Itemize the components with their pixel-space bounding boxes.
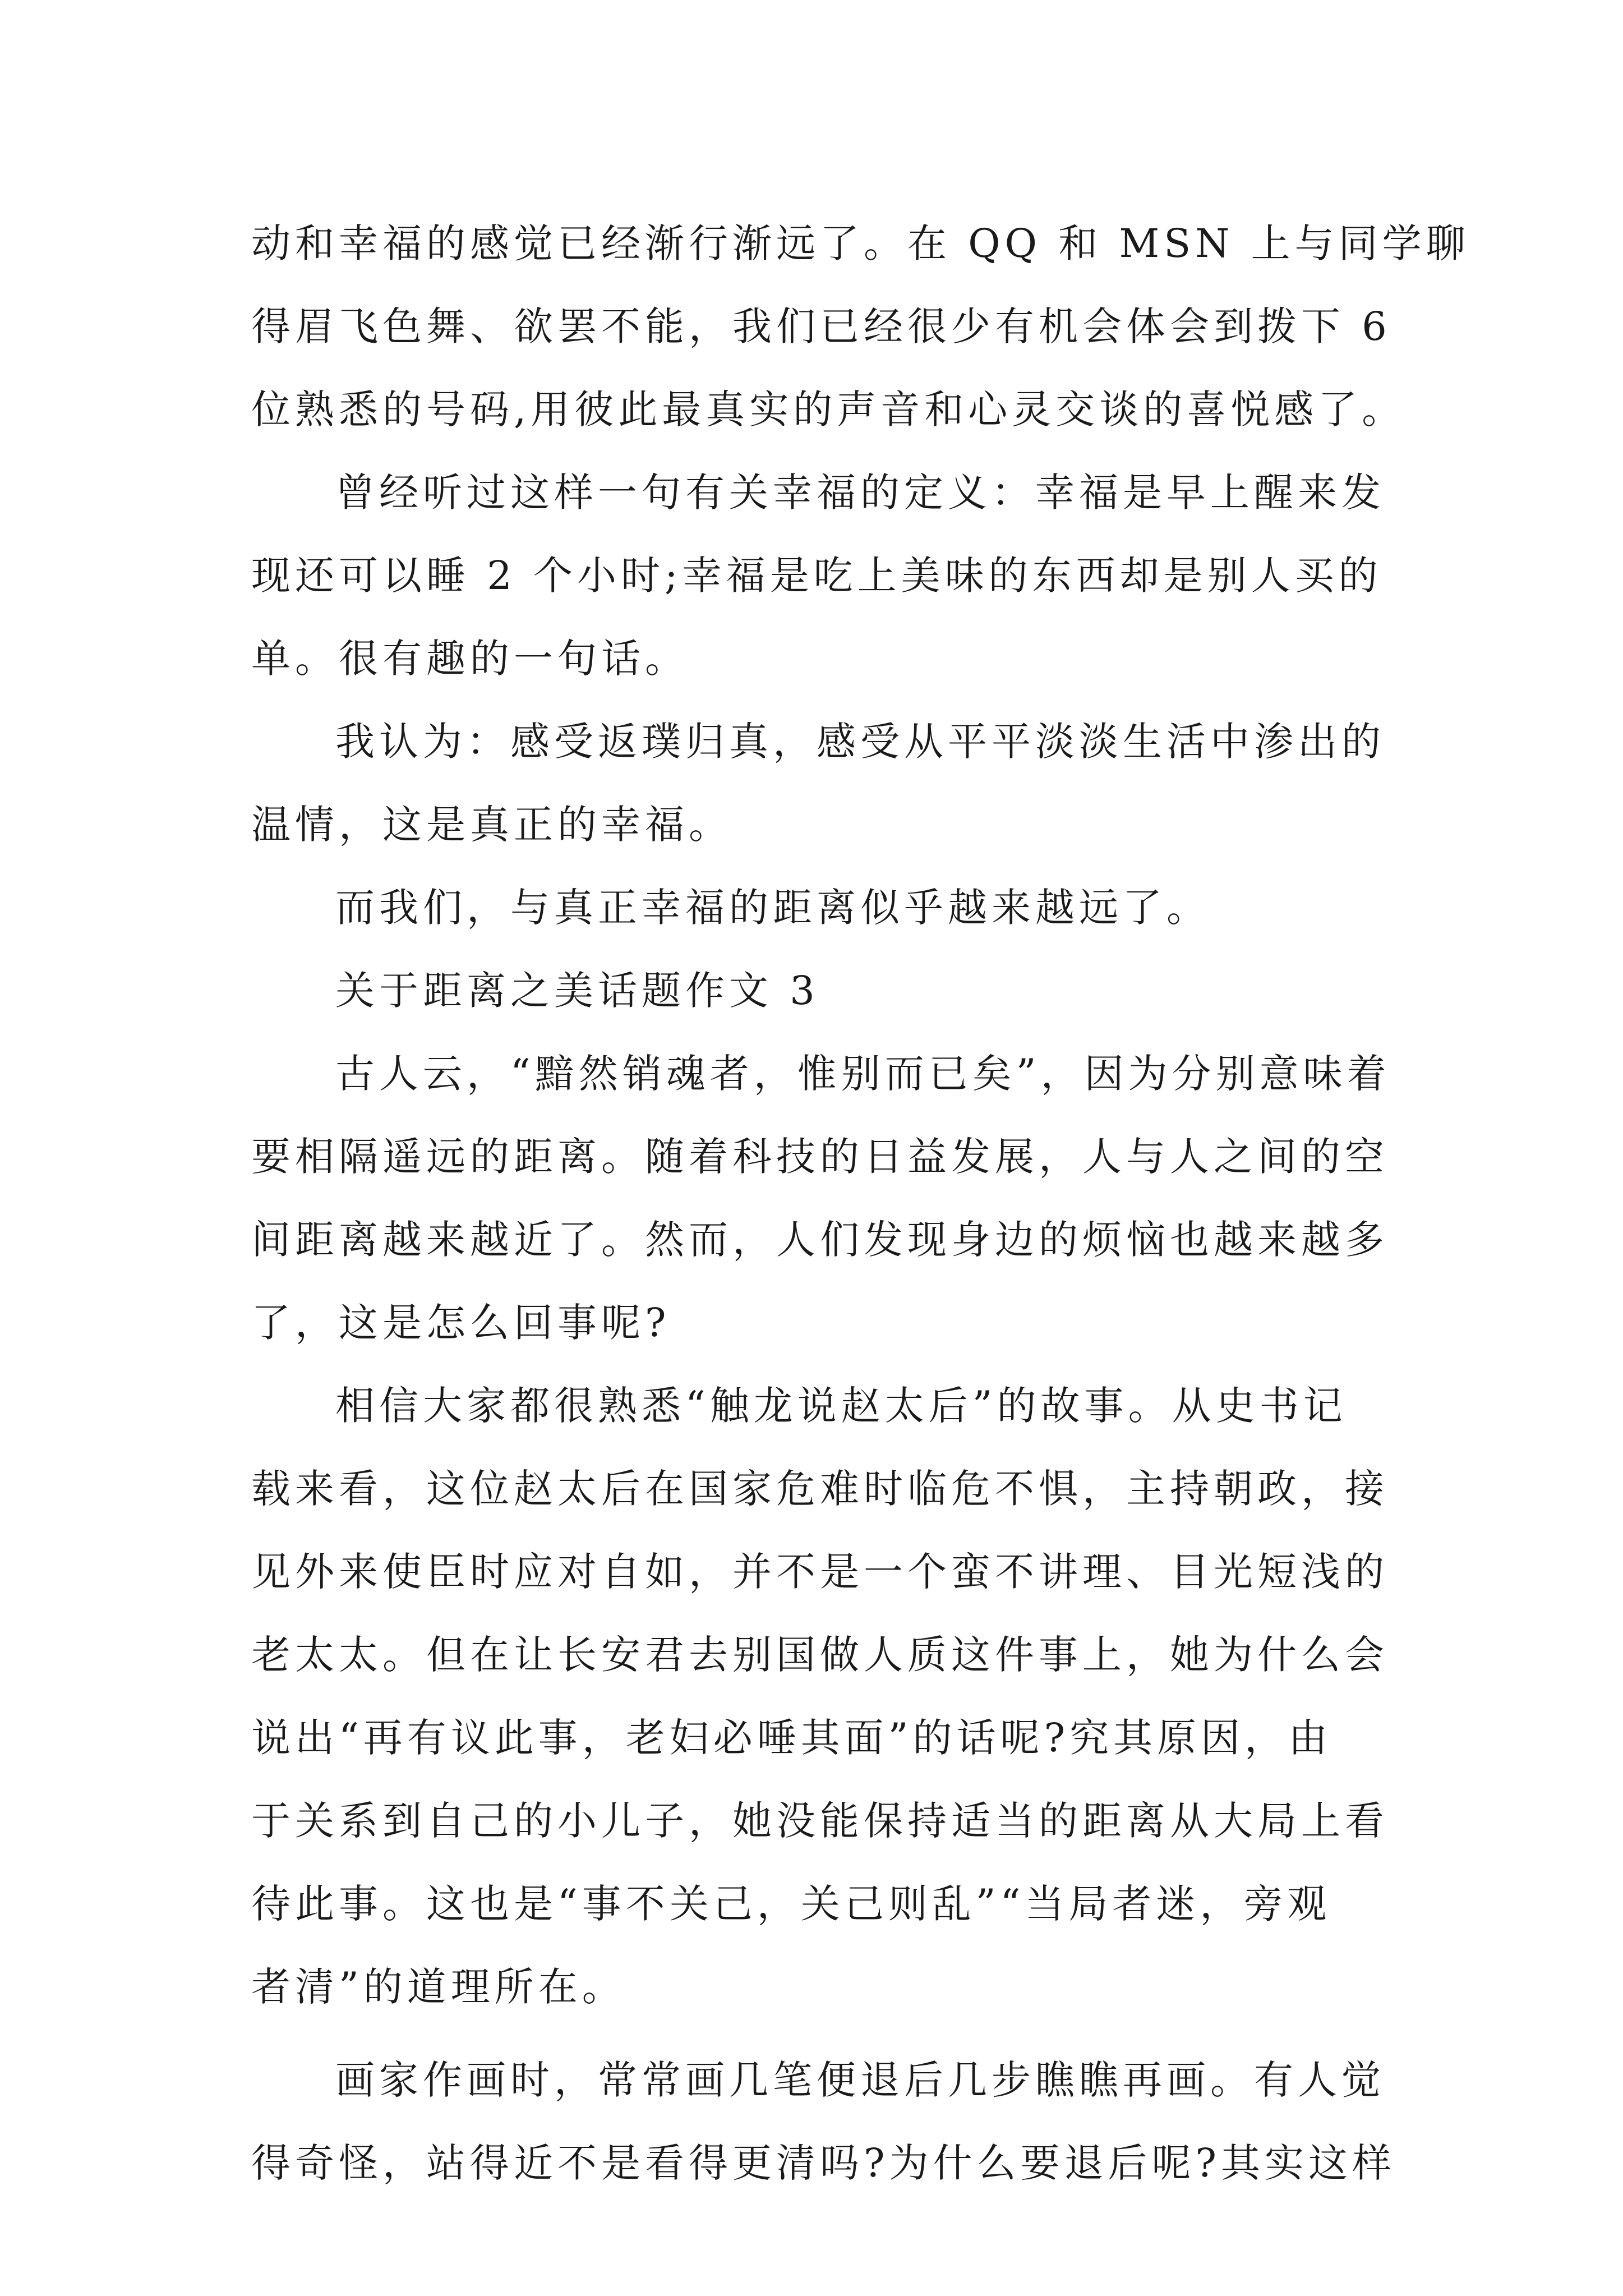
text-line: 得奇怪，站得近不是看得更清吗?为什么要退后呢?其实这样 — [251, 2140, 1396, 2186]
text-line: 得眉飞色舞、欲罢不能，我们已经很少有机会体会到拨下 6 — [251, 303, 1391, 349]
text-line: 于关系到自己的小儿子，她没能保持适当的距离从大局上看 — [251, 1798, 1389, 1844]
body-text — [251, 202, 1470, 2205]
paragraph-start-line: 而我们，与真正幸福的距离似乎越来越远了。 — [335, 885, 1210, 931]
paragraph-start-line: 曾经听过这样一句有关幸福的定义：幸福是早上醒来发 — [335, 470, 1385, 516]
text-line: 待此事。这也是“事不关己，关己则乱”“当局者迷，旁观 — [251, 1881, 1331, 1927]
text-line: 间距离越来越近了。然而，人们发现身边的烦恼也越来越多 — [251, 1217, 1389, 1263]
text-line: 见外来使臣时应对自如，并不是一个蛮不讲理、目光短浅的 — [251, 1549, 1389, 1595]
text-line: 单。很有趣的一句话。 — [251, 636, 689, 682]
text-line: 动和幸福的感觉已经渐行渐远了。在 QQ 和 MSN 上与同学聊 — [251, 220, 1470, 266]
text-line: 温情，这是真正的幸福。 — [251, 802, 732, 848]
text-line: 载来看，这位赵太后在国家危难时临危不惧，主持朝政，接 — [251, 1466, 1389, 1512]
paragraph-start-line: 我认为：感受返璞归真，感受从平平淡淡生活中渗出的 — [335, 719, 1385, 765]
text-line: 说出“再有议此事，老妇必唾其面”的话呢?究其原因，由 — [251, 1715, 1332, 1761]
text-line: 位熟悉的号码,用彼此最真实的声音和心灵交谈的喜悦感了。 — [251, 386, 1406, 432]
text-line: 现还可以睡 2 个小时;幸福是吃上美味的东西却是别人买的 — [251, 553, 1382, 599]
text-line: 了，这是怎么回事呢? — [251, 1300, 671, 1346]
section-title: 关于距离之美话题作文 3 — [335, 968, 819, 1014]
text-line: 老太太。但在让长安君去别国做人质这件事上，她为什么会 — [251, 1632, 1389, 1678]
paragraph-start-line: 古人云，“黯然销魂者，惟别而已矣”，因为分别意味着 — [335, 1051, 1391, 1097]
paragraph-start-line: 相信大家都很熟悉“触龙说赵太后”的故事。从史书记 — [335, 1383, 1347, 1429]
paragraph-start-line: 画家作画时，常常画几笔便退后几步瞧瞧再画。有人觉 — [335, 2057, 1385, 2103]
text-line: 者清”的道理所在。 — [251, 1964, 626, 2010]
text-line: 要相隔遥远的距离。随着科技的日益发展，人与人之间的空 — [251, 1134, 1389, 1180]
